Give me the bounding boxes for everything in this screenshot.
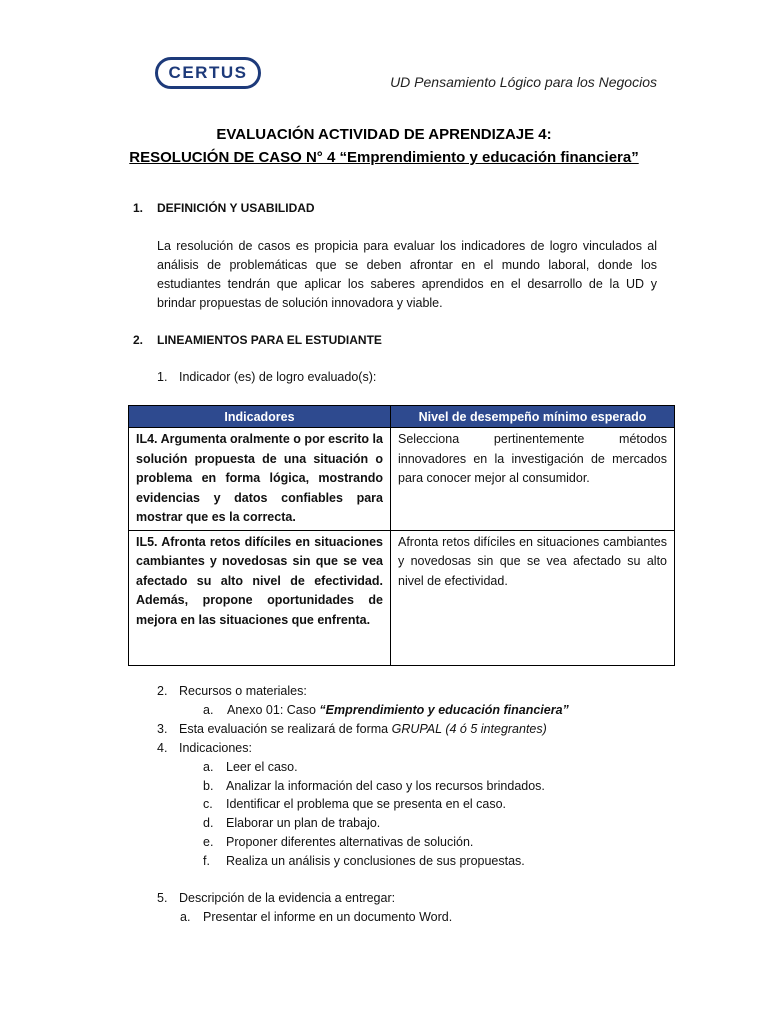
indicator-cell: IL5. Afronta retos difíciles en situaciones cambiantes y novedosas sin que se vea afectado su alto nivel de efectividad. Además, propone oportunidades de mejora en las situaciones que enfrenta.: [129, 530, 391, 665]
sub-list-text: Presentar el informe en un documento Word.: [203, 910, 453, 924]
section-paragraph: La resolución de casos es propicia para evaluar los indicadores de logro vinculados al análisis de problemáticas que se deben afrontar en el mundo laboral, donde los estudiantes tendrán que aplicar los saberes aprendidos en el desarrollo de la UD y brindar propuestas de solución innovadora y viable.: [157, 239, 657, 310]
sub-list-letter: e.: [203, 835, 214, 849]
sub-list-letter: a.: [203, 703, 214, 717]
sub-list-letter: c.: [203, 797, 213, 811]
list-number: 3.: [157, 722, 168, 736]
list-item: [157, 741, 252, 755]
list-number: 5.: [157, 891, 168, 905]
sub-list-text: Realiza un análisis y conclusiones de sus propuestas.: [226, 854, 525, 868]
list-number: 2.: [157, 684, 168, 698]
list-text: Descripción de la evidencia a entregar:: [179, 891, 396, 905]
section-number: 1.: [133, 201, 144, 215]
list-text: Esta evaluación se realizará de forma: [179, 722, 392, 736]
sub-list-letter: a.: [203, 760, 214, 774]
sub-list-text: Analizar la información del caso y los recursos brindados.: [226, 779, 545, 793]
sub-list-item: [203, 835, 473, 849]
sub-list-text: Leer el caso.: [226, 760, 298, 774]
indicators-table: [128, 405, 675, 666]
list-item: [157, 684, 307, 698]
document-subtitle: RESOLUCIÓN DE CASO N° 4 “Emprendimiento y educación financiera”: [129, 149, 639, 166]
section-title: DEFINICIÓN Y USABILIDAD: [157, 201, 315, 215]
list-number: 1.: [157, 370, 168, 384]
table-header-row: [129, 406, 675, 428]
course-subtitle: UD Pensamiento Lógico para los Negocios: [390, 74, 657, 90]
section-title: LINEAMIENTOS PARA EL ESTUDIANTE: [157, 333, 382, 347]
list-text: Indicaciones:: [179, 741, 252, 755]
sub-list-item: [203, 854, 525, 868]
sub-list-letter: d.: [203, 816, 214, 830]
column-header-nivel: Nivel de desempeño mínimo esperado: [391, 406, 675, 428]
sub-list-letter: b.: [203, 779, 214, 793]
sub-list-letter: f.: [203, 854, 210, 868]
sub-list-text: Proponer diferentes alternativas de solución.: [226, 835, 474, 849]
list-number: 4.: [157, 741, 168, 755]
list-text: Recursos o materiales:: [179, 684, 307, 698]
sub-list-letter: a.: [180, 910, 191, 924]
list-item: [157, 722, 547, 736]
sub-list-item: [180, 910, 452, 924]
level-cell: Afronta retos difíciles en situaciones cambiantes y novedosas sin que se vea afectado su alto nivel de efectividad.: [391, 530, 675, 665]
section-heading-lineamientos: [133, 333, 382, 347]
sub-list-item: [203, 816, 380, 830]
list-item: [157, 370, 376, 384]
sub-list-text: Elaborar un plan de trabajo.: [226, 816, 381, 830]
sub-list-text: Anexo 01: Caso: [227, 703, 320, 717]
sub-list-item: [203, 779, 545, 793]
case-title: “Emprendimiento y educación financiera”: [319, 703, 569, 717]
list-text: Indicador (es) de logro evaluado(s):: [179, 370, 377, 384]
sub-list-text: Identificar el problema que se presenta en el caso.: [226, 797, 507, 811]
group-mode: GRUPAL (4 ó 5 integrantes): [391, 722, 547, 736]
table-row: [129, 428, 675, 531]
list-item: [157, 891, 395, 905]
certus-logo: [155, 57, 261, 89]
logo-text: CERTUS: [168, 63, 248, 82]
indicator-cell: IL4. Argumenta oralmente o por escrito la solución propuesta de una situación o problema en forma lógica, mostrando evidencias y datos confiables para mostrar que es la correcta.: [129, 428, 391, 531]
level-cell: Selecciona pertinentemente métodos innovadores en la investigación de mercados para conocer mejor al consumidor.: [391, 428, 675, 531]
sub-list-item: [203, 797, 506, 811]
sub-list-item: [203, 760, 298, 774]
column-header-indicadores: Indicadores: [129, 406, 391, 428]
document-title: EVALUACIÓN ACTIVIDAD DE APRENDIZAJE 4:: [216, 126, 552, 143]
table-row: [129, 530, 675, 665]
sub-list-item: [203, 703, 569, 717]
section-heading-definicion: [133, 201, 315, 215]
section-number: 2.: [133, 333, 144, 347]
